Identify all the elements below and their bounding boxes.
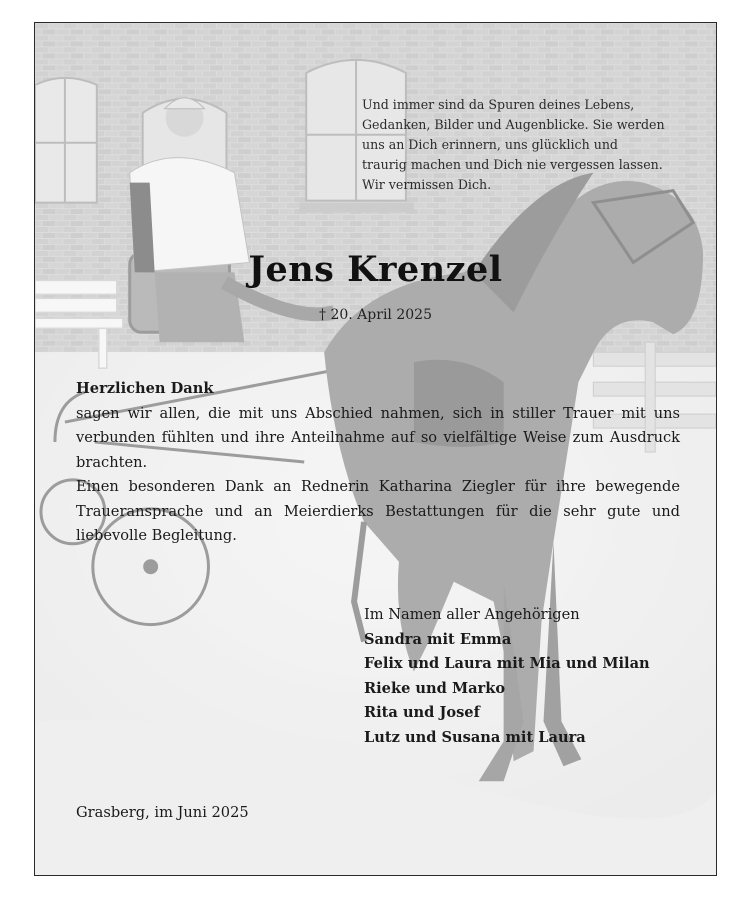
family-member: Sandra mit Emma [364,630,512,648]
death-date: † 20. April 2025 [319,307,432,323]
obituary-card [34,22,717,876]
thanks-paragraph: Einen besonderen Dank an Rednerin Katharina Ziegler für ihre bewegende Traueransprache und an Meierdierks Bestattungen für die sehr gute und liebevolle Begleitung. [76,478,680,544]
thanks-heading: Herzlichen Dank [76,380,214,397]
poem-line: Wir vermissen Dich. [362,177,492,192]
memorial-poem [362,95,682,195]
family-member: Felix und Laura mit Mia und Milan [364,655,650,672]
family-member: Rieke und Marko [364,679,506,697]
family-member: Rita und Josef [364,704,480,721]
deceased-name: Jens Krenzel [248,249,503,290]
thanks-section [76,377,680,549]
family-intro: Im Namen aller Angehörigen [364,606,580,623]
poem-line: Und immer sind da Spuren deines Lebens, [362,97,635,112]
thanks-paragraph: sagen wir allen, die mit uns Abschied nahmen, sich in stiller Trauer mit uns verbunden fühlten und ihre Anteilnahme auf so vielfältige Weise zum Ausdruck brachten. [76,404,680,471]
poem-line: Gedanken, Bilder und Augenblicke. Sie werden [362,117,665,132]
family-member: Lutz und Susana mit Laura [364,728,586,746]
place-date: Grasberg, im Juni 2025 [76,804,249,821]
family-signature [364,603,694,750]
poem-line: traurig machen und Dich nie vergessen lassen. [362,157,663,172]
poem-line: uns an Dich erinnern, uns glücklich und [362,137,618,152]
